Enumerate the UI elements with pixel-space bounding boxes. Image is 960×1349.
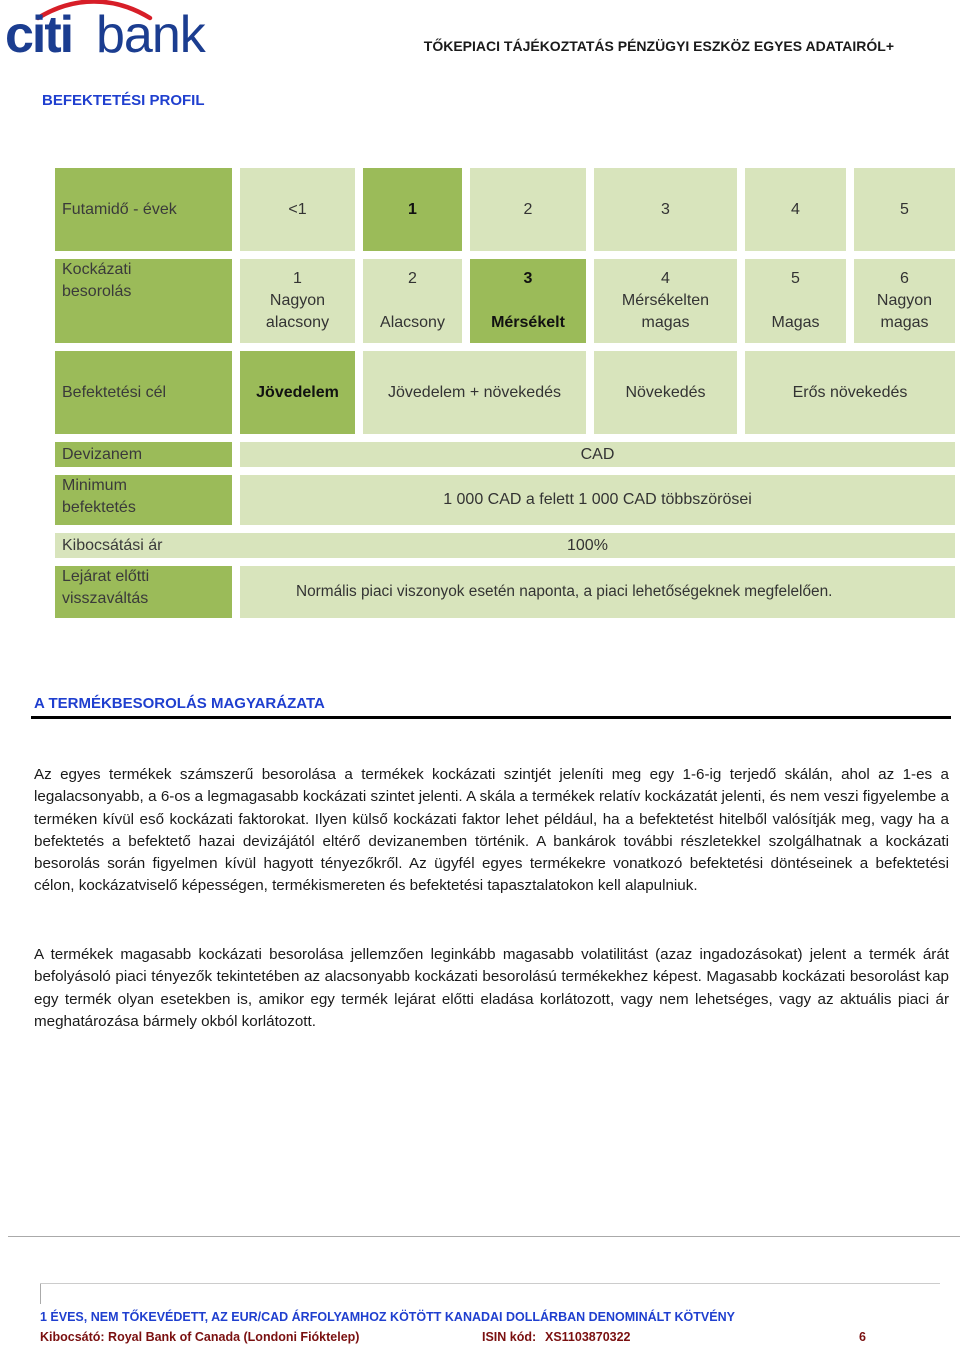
risk-level-text: Alacsony	[380, 314, 445, 331]
currency-value: CAD	[240, 442, 955, 467]
maturity-value: <1	[240, 168, 355, 251]
issue-price-value: 100%	[567, 537, 608, 554]
risk-level-text: magas	[641, 314, 690, 331]
footer-issuer: Kibocsátó: Royal Bank of Canada (Londoni Fióktelep)	[40, 1330, 360, 1344]
maturity-value: 4	[745, 168, 846, 251]
min-investment-label-line: Minimum	[62, 477, 127, 494]
min-investment-value: 1 000 CAD a felett 1 000 CAD többszörösei	[240, 475, 955, 525]
early-redemption-label-line: Lejárat előtti	[62, 568, 150, 585]
profile-section-title: BEFEKTETÉSI PROFIL	[42, 92, 205, 109]
maturity-value: 5	[854, 168, 955, 251]
footer-isin-value: XS1103870322	[545, 1330, 631, 1344]
page-number: 6	[859, 1330, 866, 1344]
min-investment-label-line: befektetés	[62, 499, 136, 516]
risk-level-text: alacsony	[265, 314, 330, 331]
early-redemption-label-line: visszaváltás	[62, 590, 149, 607]
explanation-paragraph: A termékek magasabb kockázati besorolása jellemzően leginkább magasabb volatilitást (azaz ingadozásokat) jelent a termék árát befolyásoló piaci tényezők tekintetében az alacsonyabb kockázati besorolású termékekhez képest. Magasabb kockázati besorolást kap egy termék olyan esetekben is, amikor egy termék lejárat előtti eladása korlátozott, vagy nem lehetséges, vagy az aktuális piaci ár meghatározása bármely okból korlátozott.	[34, 946, 949, 1030]
footer-product-title: 1 ÉVES, NEM TŐKEVÉDETT, AZ EUR/CAD ÁRFOLYAMHOZ KÖTÖTT KANADAI DOLLÁRBAN DENOMINÁLT KÖTVÉNY	[40, 1310, 735, 1324]
maturity-value: 3	[594, 168, 737, 251]
explanation-paragraph: Az egyes termékek számszerű besorolása a termékek kockázati szintjét jeleníti meg egy 1-6-ig terjedő skálán, ahol az 1-es a legalacsonyabb, a 6-os a legmagasabb kockázati szintet jelenti. A skála a termékek relatív kockázatát jelenti, és nem veszi figyelembe a terméken kívül eső kockázati faktorokat. Ilyen külső kockázati faktor lehet például, ha a befektetést hitelből valósítják meg, vagy ha a befektetés a befektető hazai devizájától eltérő devizanemben történik. A bankárok további részletekkel szolgálhatnak a kockázati besorolás során figyelmen kívül hagyott tényezőkről. Az ügyfél egyes termékekre vonatkozó befektetési döntéseinek a befektetési célon, kockázatviselő képességen, termékismereten és befektetési tapasztalatokon kell alapulniuk.	[34, 766, 949, 895]
risk-level-number: 5	[791, 270, 800, 287]
risk-level-text: Mérsékelt	[491, 314, 565, 331]
goal-value: Növekedés	[594, 351, 737, 434]
document-title: TŐKEPIACI TÁJÉKOZTATÁS PÉNZÜGYI ESZKÖZ EGYES ADATAIRÓL+	[423, 38, 894, 54]
early-redemption-label	[55, 566, 232, 618]
risk-level-selected	[470, 259, 586, 343]
risk-level	[854, 259, 955, 343]
risk-level-text: Magas	[771, 314, 820, 331]
risk-label-line: besorolás	[62, 283, 132, 300]
explanation-title: A TERMÉKBESOROLÁS MAGYARÁZATA	[34, 695, 325, 712]
risk-level	[745, 259, 846, 343]
footer-isin-label: ISIN kód:	[482, 1330, 537, 1344]
risk-level-text: magas	[880, 314, 929, 331]
title-underline	[31, 716, 951, 719]
risk-level	[363, 259, 462, 343]
maturity-label: Futamidő - évek	[55, 168, 232, 251]
goal-label: Befektetési cél	[55, 351, 232, 434]
min-investment-label	[55, 475, 232, 525]
svg-text:citi: citi	[5, 6, 73, 60]
risk-level-number: 2	[408, 270, 417, 287]
footer-rule	[40, 1283, 940, 1284]
early-redemption-value: Normális piaci viszonyok esetén naponta, a piaci lehetőségeknek megfelelően.	[240, 566, 955, 618]
risk-level-text: Mérsékelten	[621, 292, 710, 309]
footer-divider	[8, 1236, 960, 1237]
currency-label: Devizanem	[55, 442, 232, 467]
goal-value: Jövedelem + növekedés	[363, 351, 586, 434]
maturity-value: 2	[470, 168, 586, 251]
risk-label-line: Kockázati	[62, 261, 132, 278]
risk-level	[240, 259, 355, 343]
risk-level-text: Nagyon	[876, 292, 933, 309]
goal-value: Erős növekedés	[745, 351, 955, 434]
risk-level-number: 6	[900, 270, 909, 287]
risk-level-number: 1	[293, 270, 302, 287]
footer-corner-mark	[40, 1284, 41, 1304]
risk-level-text: Nagyon	[269, 292, 326, 309]
risk-level-number: 4	[661, 270, 670, 287]
maturity-value-selected: 1	[363, 168, 462, 251]
risk-level	[594, 259, 737, 343]
issue-price-label: Kibocsátási ár	[55, 533, 955, 558]
risk-level-number: 3	[523, 270, 533, 287]
svg-text:bank: bank	[96, 6, 205, 60]
citibank-logo	[4, 0, 216, 60]
goal-value-selected: Jövedelem	[240, 351, 355, 434]
risk-label	[55, 259, 232, 343]
